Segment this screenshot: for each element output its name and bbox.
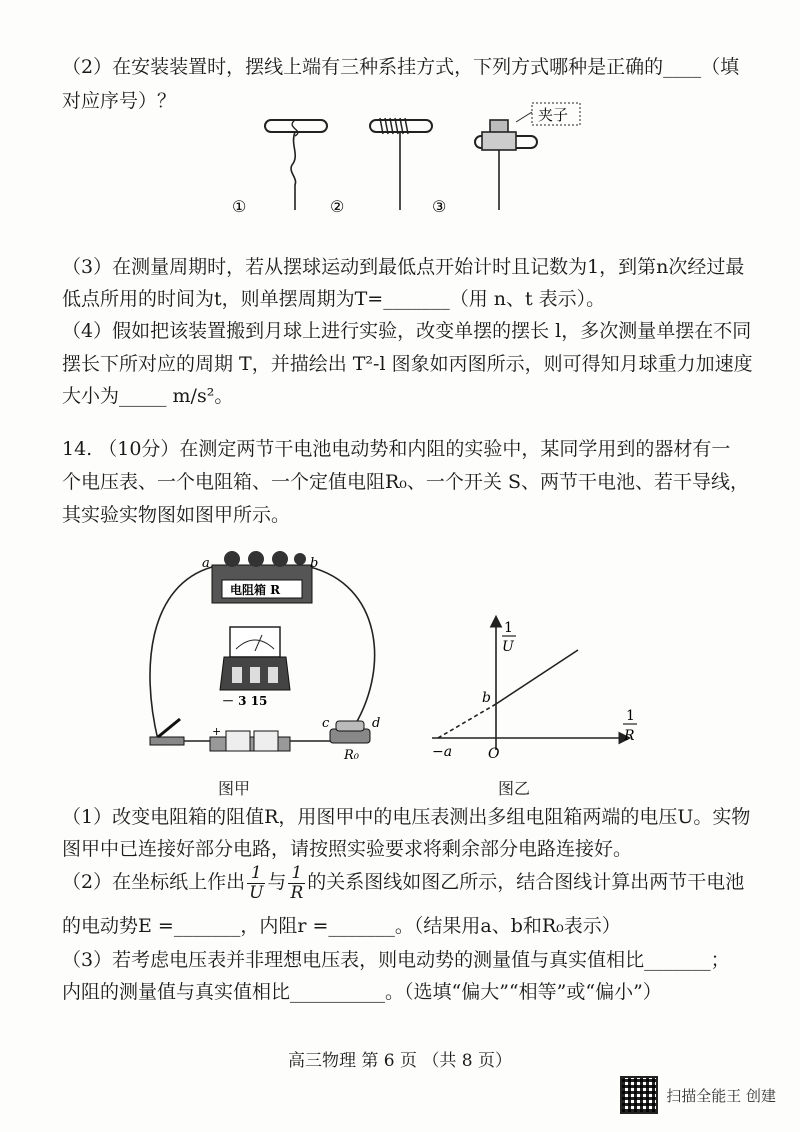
resistance-box-label: 电阻箱 R	[230, 583, 281, 597]
p1-line1: （1）改变电阻箱的阻值R，用图甲中的电压表测出多组电阻箱两端的电压U。实物	[62, 806, 751, 828]
suspension-method-2	[370, 118, 432, 210]
fig-label-2: ②	[330, 197, 345, 216]
figure-jia-caption: 图甲	[218, 779, 251, 798]
x-axis-num: 1	[626, 708, 635, 724]
q14-line1: 14. （10分）在测定两节干电池电动势和内阻的实验中，某同学用到的器材有一	[62, 438, 731, 460]
voltmeter	[220, 627, 290, 708]
fraction-1-den: U	[249, 882, 264, 903]
fraction-2-den: R	[290, 882, 304, 903]
y-axis-den: U	[502, 639, 514, 655]
intercept-a: −a	[432, 744, 453, 760]
fixed-resistor	[322, 716, 380, 763]
battery-holder	[210, 725, 290, 751]
x-axis-den: R	[624, 728, 635, 744]
p2-pre: （2）在坐标纸上作出	[62, 871, 246, 894]
q4-line1: （4）假如把该装置搬到月球上进行实验，改变单摆的摆长 l，多次测量单摆在不同	[62, 320, 752, 342]
qr-code-icon	[620, 1076, 658, 1114]
fraction-2-num: 1	[288, 864, 305, 884]
terminal-c: c	[322, 716, 330, 731]
p2-post: 的关系图线如图乙所示，结合图线计算出两节干电池	[307, 871, 745, 894]
terminal-d: d	[372, 716, 381, 731]
p1-line2: 图甲中已连接好部分电路，请按照实验要求将剩余部分电路连接好。	[62, 838, 633, 860]
circuit-figure	[140, 545, 420, 765]
graph-figure	[420, 610, 650, 770]
q14-line2: 个电压表、一个电阻箱、一个定值电阻R₀、一个开关 S、两节干电池、若干导线，	[62, 471, 749, 493]
p2-mid: 与	[267, 871, 287, 894]
watermark-text: 扫描全能王 创建	[666, 1086, 776, 1105]
terminal-a: a	[202, 556, 210, 571]
resistance-box	[202, 551, 318, 603]
q14-line3: 其实验实物图如图甲所示。	[62, 504, 291, 526]
suspension-figures	[220, 100, 600, 218]
fraction-1-over-u	[247, 864, 265, 902]
p3-line1: （3）若考虑电压表并非理想电压表，则电动势的测量值与真实值相比_______；	[62, 949, 730, 971]
fraction-1-over-r	[288, 864, 305, 902]
fig-label-1: ①	[232, 197, 247, 216]
q2-line2: 对应序号）？	[62, 90, 177, 112]
meter-scale: － 3 15	[222, 694, 268, 708]
q4-line2: 摆长下所对应的周期 T，并描绘出 T²-l 图象如丙图所示，则可得知月球重力加速度	[62, 353, 753, 375]
q3-line1: （3）在测量周期时，若从摆球运动到最低点开始计时且记数为1，到第n次经过最	[62, 256, 745, 278]
q2-line1: （2）在安装装置时，摆线上端有三种系挂方式，下列方式哪种是正确的____（填	[62, 56, 740, 78]
fig-label-3: ③	[432, 197, 447, 216]
r0-label: R₀	[344, 748, 359, 763]
scanner-watermark	[620, 1076, 776, 1114]
origin-label: O	[488, 746, 500, 762]
intercept-b: b	[482, 690, 491, 706]
figure-yi-caption: 图乙	[498, 779, 531, 798]
q4-line3: 大小为_____ m/s²。	[62, 385, 234, 407]
svg-text:+: +	[212, 725, 222, 738]
q3-line2: 低点所用的时间为t，则单摆周期为T=_______（用 n、t 表示）。	[62, 288, 606, 310]
suspension-method-1	[265, 120, 327, 210]
clamp-label: 夹子	[538, 106, 569, 124]
p2-line2: 的电动势E =_______，内阻r =_______。（结果用a、b和R₀表示）	[62, 915, 621, 937]
y-axis-num: 1	[504, 620, 513, 636]
suspension-method-3	[475, 103, 580, 210]
fraction-1-num: 1	[247, 864, 265, 884]
terminal-b: b	[310, 556, 319, 571]
p3-line2: 内阻的测量值与真实值相比__________。（选填“偏大”“相等”或“偏小”）	[62, 981, 662, 1003]
p2-line1	[62, 864, 744, 902]
page-footer: 高三物理 第 6 页 （共 8 页）	[287, 1051, 513, 1071]
